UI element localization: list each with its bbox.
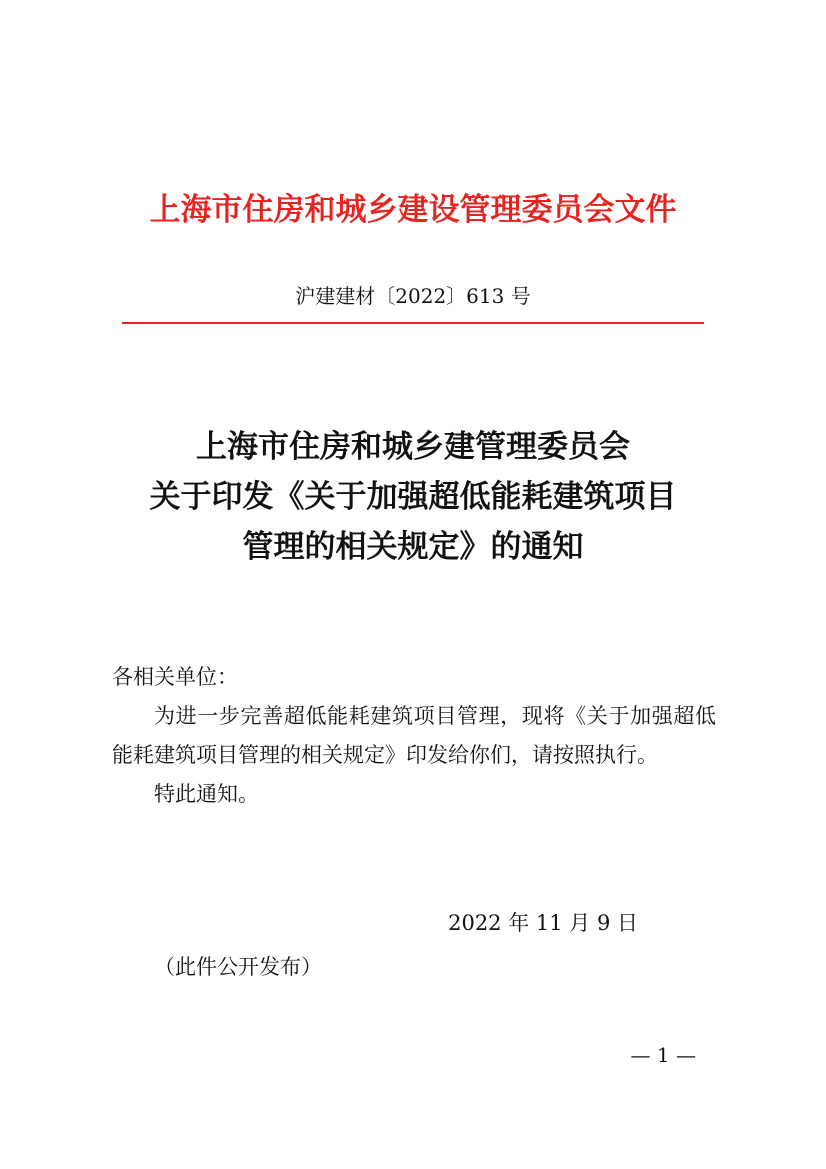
closing-line: 特此通知。 <box>154 782 259 806</box>
disclosure-note: （此件公开发布） <box>154 955 322 979</box>
issue-date: 2022 年 11 月 9 日 <box>448 911 638 935</box>
notice-title-line-3: 管理的相关规定》的通知 <box>242 529 584 565</box>
red-divider-line <box>122 322 704 324</box>
notice-body <box>112 658 716 814</box>
notice-title-line-2: 关于印发《关于加强超低能耗建筑项目 <box>149 479 677 515</box>
issuer-header-title: 上海市住房和城乡建设管理委员会文件 <box>149 192 677 228</box>
document-number: 沪建建材〔2022〕613 号 <box>295 284 531 308</box>
page-number: — 1 — <box>630 1043 696 1067</box>
body-paragraph: 为进一步完善超低能耗建筑项目管理，现将《关于加强超低能耗建筑项目管理的相关规定》印发给你们，请按照执行。 <box>112 704 716 767</box>
notice-title <box>0 422 826 572</box>
salutation: 各相关单位： <box>112 665 238 689</box>
notice-title-line-1: 上海市住房和城乡建管理委员会 <box>196 429 630 465</box>
